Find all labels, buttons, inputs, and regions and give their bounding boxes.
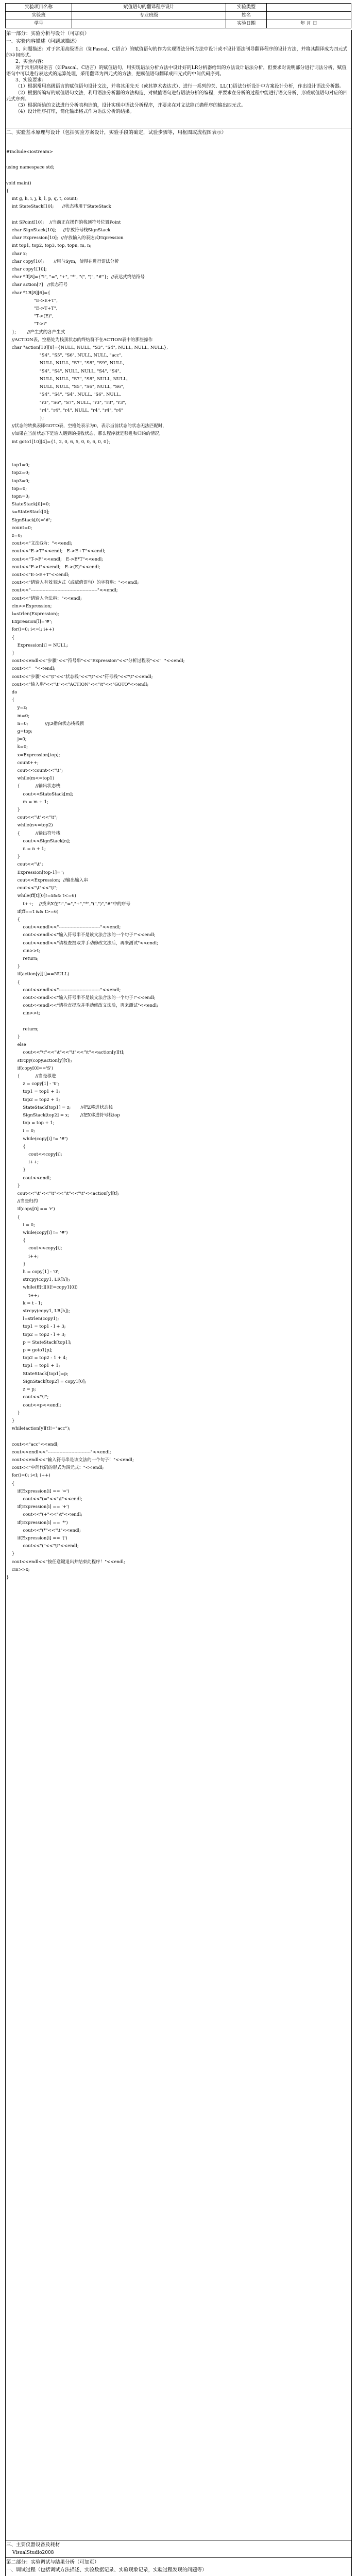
part1-p4: 3、实验要求： [15,78,46,83]
part2-heading: 二、实验基本原理与设计（包括实验方案设计，实验手段的确定，试验步骤等，用框图或流程图表示） [6,130,227,135]
class-label: 实验班 [6,12,72,20]
part4-section [6,2560,350,2575]
part1-p3: 对于常用高级语言（如Pascal、C语言）的赋值语句，用实现语法分析方法中设计好的LR分析器给出的方法设计语法分析，但要求对说明部分进行词法分析，赋值语句中可以进行表达式的运算处理，采用翻译为四元式的方法，把赋值语句翻译成四元式的中间代码序列。 [6,65,347,77]
part4-heading: 第二部分：实验调试与结果分析（可加页） [6,2560,99,2565]
info-row [6,4,351,12]
part3-heading: 三、主要仪器设备及耗材 [6,2542,60,2548]
student-id-value [72,20,226,28]
part1-p2: 2、实验内容： [15,59,46,64]
part1-p7: （3）根据所给的文法进行分析表构造的，设计实现中语法分析程序，并要求在对文法能正确程序的输出四元式。 [15,103,246,108]
part1-p1: 1、问题描述：对于常用高级语言（如Pascal、C语言）的赋值语句的作为实现语法分析方法中设计或不设计语法制导翻译程序的设计方法，并将其翻译成为四元式的中间形式。 [6,46,348,58]
part1-p8: （4）设计程序打印，简化输出格式作为语法分析的结果。 [15,109,134,115]
part1-subheading: 一、实验内容描述（问题域描述） [6,38,80,44]
student-id-label: 学号 [6,20,72,28]
exp-type-label: 实验类型 [226,4,267,12]
part1-section [6,31,350,115]
exp-type-value [267,4,351,12]
info-row [6,12,351,20]
info-table [5,3,351,28]
part1-p5: （1）根据常用高级语言的赋值语句设计文法，并将其用先天（或其算术表达式）、进行一系列的关、LL(1)语法分析设计中方案设计分析，作出设计语法分析器。 [15,84,344,90]
part1-heading: 第一部分：实验分析与设计（可加页） [6,31,90,37]
date-label: 实验日期 [226,20,267,28]
source-code-block: #include<iostream> using namespace std; void main() { int g, h, i, j, k, l, p, q, t, count; int StateStack[10]; //状态栈用于StateStack int SPoint[10]; //当前正在操作的栈顶符号位置Point char SignStack[10]; //存放符号栈SignStack char Expression[10]; //存放输入的表达式Expression int top1, top2, top3, top, topn, m, n; char x; char copy[10]; //用与Sym，使得在进行语法分析 char copy1[10]; char *ff[8]={"i", "=", "+", "*", "(", ")", "#"}; //表达式终结符号 char action[7] //状态符号 char *LR[8][6]={ "E->E+T", "E->T+T", "T->(E)", "T->i" }; //产生式的各产生式 //ACTION表，空格处为栈顶状态的终结符不在ACTION表中的那些操作 char *action[10][8]={NULL, NULL, "S3", "S4", NULL, NULL, NULL}, "S4", "S5", "S6", NULL, NULL, "acc", NULL, NULL, "S7", "S8", "S9", NULL, "S4", "S4", NULL, NULL, "S4", "S4", NULL, NULL, "S7", "S8", NULL, NULL, NULL, NULL, "S5", "S6", NULL, "S6", "S4", "S4", "S4", NULL, "S6", NULL, "r3", "S6", "S7", NULL, "r3", "r3", "r3", "r4", "r4", "r4", NULL, "r4", "r4", "r4" }; //状态的转换表即GOTO表，空格处表示为0，表示当前状态的状态无法匹配时， //如果在当前状态下是输入遇到的接收状态，那么程序就是移进和归约的情况， int goto1[10][4]={1, 2, 0, 6, 5, 0, 0, 6, 0, 0}; top1=0; top2=0; top3=0; top=0; topn=0; StateStack[0]=0; s=StateStack[0]; SignStack[0]='#'; count=0; z=0; cout<<"文法G为："<<endl; cout<<"E->T"<<endl; E->E+T"<<endl; cout<<"T->F"<<endl; E->E*T"<<endl; cout<<"F->i"<<endl; E->(E)"<<endl; cout<<"E->E+T"<<endl; cout<<"请输入有效表达式（或赋值语句）的字符串："<<endl; cout<<"---------------------------------------------"<<endl; cout<<"请输入合法串："<<endl; cin>>Expression; l=strlen(Expression); Expression[l]='#'; for(i=0; i<=l; i++) { Expression[i] = NULL; } cout<<endl<<"步骤"<<"符号串"<<"Expression"<<"分析过程表"<<" "<<endl; cout<<" "<<endl; cout<<"步骤"<<"\t"<<"状态栈"<<"\t"<<"符号栈"<<"\t"<<endl; cout<<"输入串"<<"\t"<<"ACTION"<<"\t"<<"GOTO"<<endl; do { y=z; m=0; n=0; //y,z指向状态栈栈顶 g=top; j=0; k=0; x=Expression[top]; count++; cout<<count<<"\t"; while(m<=top1) { //输出状态栈 cout<<StateStack[m]; m = m + 1; } cout<<"\t"<<"\t"; while(n<=top2) { //输出符号栈 cout<<SignStack[n]; n = n + 1; } cout<<"\t"; Expression[top-1]=''; cout<<Expression; //输出输入串 cout<<"\t"<<"\t"; while(ff[t][0]!=x&& t<=6) t++; //找出X在"i","=","+","*","(",")","#"中的序号 if(ff==t && t>=6) { cout<<endl<<"----------------------------"<<endl; cout<<endl<<"输入符号串不是该文法合法的一个句子!"<<endl; cout<<endl<<"请检查提取并手动修改文法后，再来测试"<<endl; cin>>t; return; } if(action[y][t]==NULL) { cout<<endl<<"----------------------------"<<endl; cout<<endl<<"输入符号串不是该文法合法的一个句子!"<<endl; cout<<endl<<"请检查提取并手动修改文法后，再来测试"<<endl; cin>>t; return; } else cout<<"\t"<<"\t"<<"\t"<<"\t"<<action[y][t]; strcpy(copy,action[y][t]); if(copy[0]=='S') { //当是移进 z = copy[1] - '0'; top1 = top1 + 1; top2 = top2 + 1; StateStack[top1] = z; //把Z移进状态栈 SignStack[top2] = x; //把X移进符号栈top top = top + 1; i = 0; while(copy[i] != '#') { cout<<copy[i]; i++; } cout<<endl; } cout<<"\t"<<"\t"<<"\t"<<"\t"<<action[y][t]; //当是归约 if(copy[0] == 'r') { i = 0; while(copy[i] != '#') { cout<<copy[i]; i++; } h = copy[1] - '0'; strcpy(copy1, LR[h]); while(ff[t][0]!=copy1[0]) t++; k = t - 1; strcpy(copy1, LR[h]); l=strlen(copy1); top1 = top1 - l + 3; top2 = top2 - l + 3; p = StateStack[top1]; p = goto1[p]; top2 = top2 - 1 + 4; top1 = top1 + 1; StateStack[top1]=p; SignStack[top2] = copy1[0]; z = p; cout<<"\t"; cout<<p<<endl; } } while(action[y][t]!="acc"); cout<<"acc"<<endl; cout<<endl<<"-----------------------------"<<endl; cout<<endl<<"输入符号串是该文法的一个句子！"<<endl; cout<<"中间代码的形式为四元式："<<endl; for(i=0; i<l; i++) { if(Expression[i] == '=') cout<<"(="<<"\t"<<endl; if(Expression[i] == '+') cout<<"(+"<<"\t"<<endl; if(Expression[i] == '*') cout<<"(*"<<"\t"<<endl; if(Expression[i] == '(') cout<<"("<<"\t"<<endl; } cout<<endl<<"按任意键退出并结束此程序！"<<endl; cin>>x; } [6,149,185,1580]
info-row [6,20,351,28]
part2-section [6,130,350,138]
equipment-item: VisualStudio2008 [12,2550,54,2555]
code-section [6,148,350,1582]
part3-section [6,2542,350,2556]
date-value: 年 月 日 [267,20,351,28]
name-label: 姓名 [226,12,267,20]
part1-p6: （2）根据所编写的赋值语句文法，利用语法分析器的方法构造，对赋值语句进行语法分析的编程，并要求在分析的过程中能进行语义分析，形成赋值语句对应的四元式序列。 [6,90,348,102]
part4-subheading: 一、调试过程（包括调试方法描述、实验数据记录、实验现象记录，实验过程发现的问题等） [6,2567,207,2573]
frame-left-rule [5,30,6,2576]
frame-right-rule [351,30,352,2576]
section-divider [5,2557,351,2558]
major-label: 专业班级 [72,12,226,20]
course-value: 赋值语句的翻译程序设计 [72,4,226,12]
name-value [267,12,351,20]
course-label: 实验项目名称 [6,4,72,12]
